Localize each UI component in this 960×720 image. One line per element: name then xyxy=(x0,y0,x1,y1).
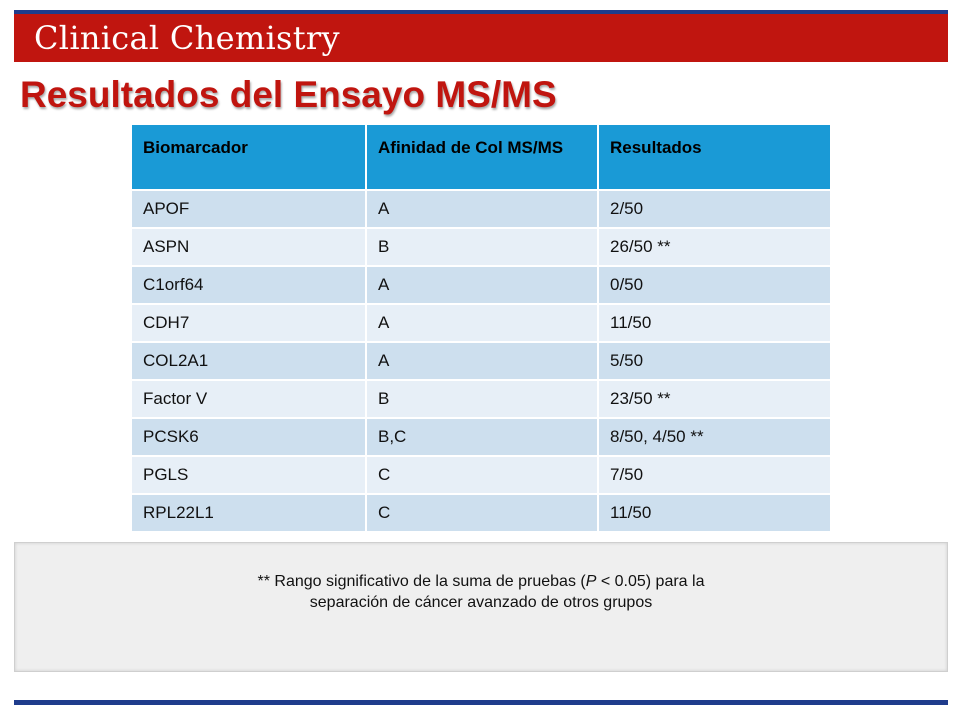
results-cell: 11/50 xyxy=(598,494,830,531)
affinity-cell: B xyxy=(366,228,598,266)
table-row xyxy=(132,266,830,304)
affinity-cell: B xyxy=(366,380,598,418)
biomarker-cell: ASPN xyxy=(132,228,366,266)
table-row xyxy=(132,342,830,380)
affinity-cell: C xyxy=(366,456,598,494)
table-row xyxy=(132,190,830,228)
footnote-line2: separación de cáncer avanzado de otros grupos xyxy=(309,594,653,611)
table-row xyxy=(132,418,830,456)
results-cell: 26/50 ** xyxy=(598,228,830,266)
biomarker-cell: PCSK6 xyxy=(132,418,366,456)
biomarker-cell: Factor V xyxy=(132,380,366,418)
results-table xyxy=(132,125,830,531)
footnote-part2: < 0.05) para la xyxy=(596,573,705,590)
column-header-biomarker: Biomarcador xyxy=(132,125,366,190)
biomarker-cell: C1orf64 xyxy=(132,266,366,304)
journal-name: Clinical Chemistry xyxy=(34,19,340,57)
results-cell: 5/50 xyxy=(598,342,830,380)
affinity-cell: A xyxy=(366,190,598,228)
results-cell: 2/50 xyxy=(598,190,830,228)
footnote-box xyxy=(14,542,948,672)
affinity-cell: B,C xyxy=(366,418,598,456)
results-cell: 23/50 ** xyxy=(598,380,830,418)
biomarker-cell: PGLS xyxy=(132,456,366,494)
affinity-cell: C xyxy=(366,494,598,531)
biomarker-cell: RPL22L1 xyxy=(132,494,366,531)
slide-title: Resultados del Ensayo MS/MS xyxy=(20,74,557,115)
table-row xyxy=(132,228,830,266)
results-cell: 0/50 xyxy=(598,266,830,304)
footnote-p-value-symbol: P xyxy=(585,573,597,590)
footnote-text xyxy=(15,571,947,613)
biomarker-cell: COL2A1 xyxy=(132,342,366,380)
results-cell: 8/50, 4/50 ** xyxy=(598,418,830,456)
footnote-part1: ** Rango significativo de la suma de pruebas ( xyxy=(257,573,586,590)
bottom-divider xyxy=(14,700,948,705)
results-cell: 11/50 xyxy=(598,304,830,342)
column-header-results: Resultados xyxy=(598,125,830,190)
affinity-cell: A xyxy=(366,266,598,304)
affinity-cell: A xyxy=(366,342,598,380)
biomarker-cell: APOF xyxy=(132,190,366,228)
affinity-cell: A xyxy=(366,304,598,342)
column-header-affinity: Afinidad de Col MS/MS xyxy=(366,125,598,190)
journal-header-bar xyxy=(14,14,948,62)
biomarker-cell: CDH7 xyxy=(132,304,366,342)
table-row xyxy=(132,380,830,418)
table-row xyxy=(132,494,830,531)
table-row xyxy=(132,456,830,494)
table-row xyxy=(132,304,830,342)
results-cell: 7/50 xyxy=(598,456,830,494)
table-header-row xyxy=(132,125,830,190)
